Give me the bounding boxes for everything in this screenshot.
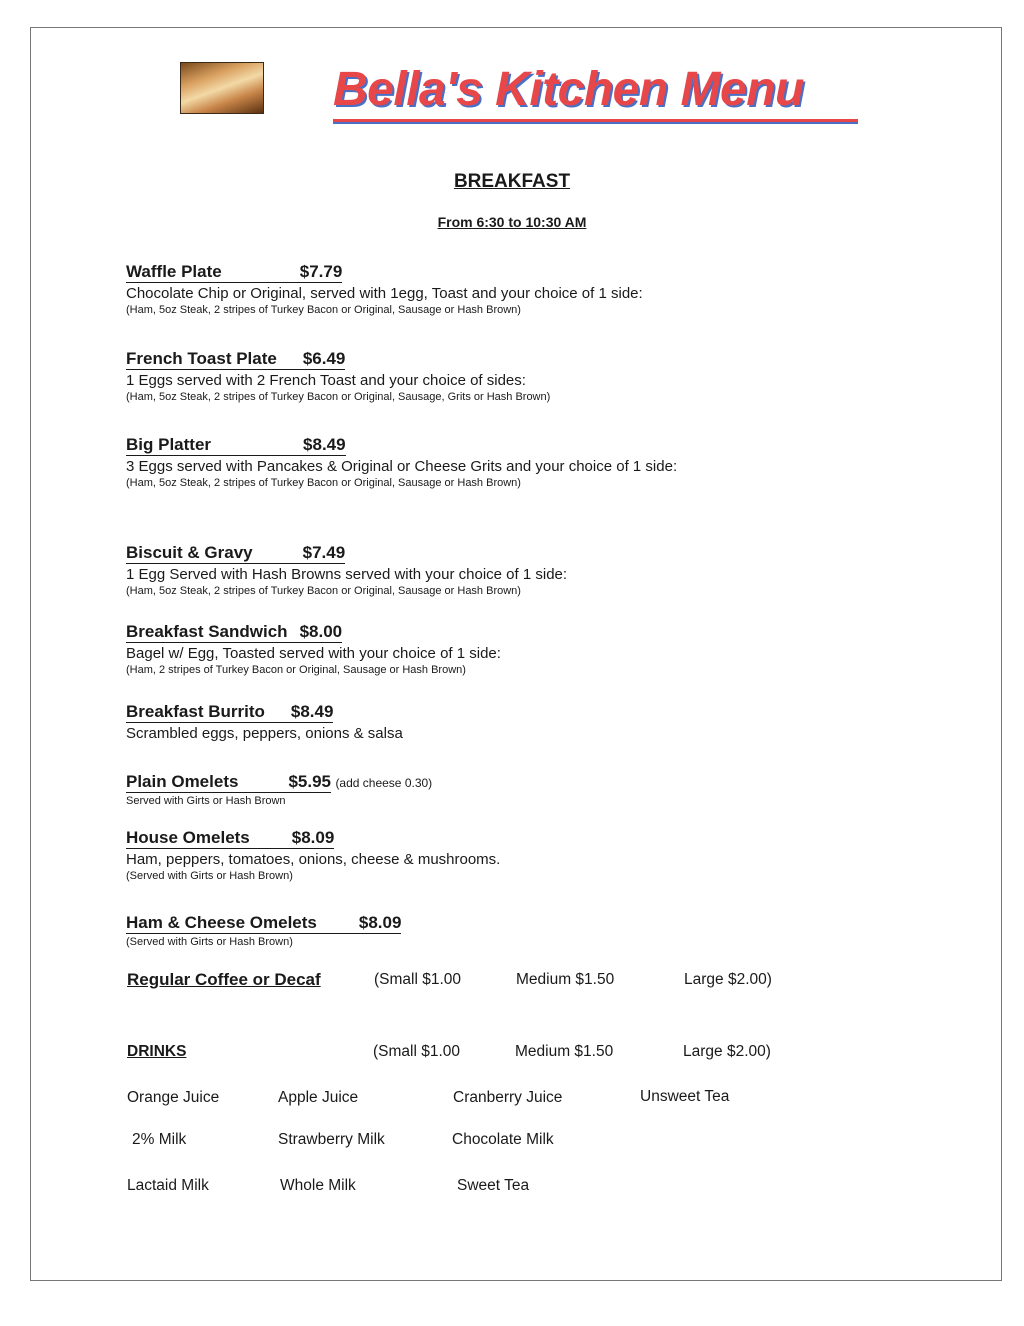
menu-item bbox=[126, 349, 550, 403]
drink-item: Strawberry Milk bbox=[278, 1131, 385, 1148]
item-desc: 1 Eggs served with 2 French Toast and your choice of sides: bbox=[126, 372, 526, 389]
drinks-medium: Medium $1.50 bbox=[515, 1043, 614, 1060]
item-desc: Bagel w/ Egg, Toasted served with your choice of 1 side: bbox=[126, 645, 501, 662]
item-price: $8.09 bbox=[358, 913, 402, 932]
item-name: French Toast Plate bbox=[126, 349, 277, 368]
drinks-large: Large $2.00) bbox=[683, 1043, 771, 1060]
item-price: $8.49 bbox=[303, 435, 346, 454]
item-desc: 1 Egg Served with Hash Browns served with your choice of 1 side: bbox=[126, 566, 568, 583]
coffee-medium: Medium $1.50 bbox=[516, 971, 615, 988]
menu-item bbox=[126, 702, 403, 742]
drink-item: Cranberry Juice bbox=[453, 1089, 563, 1106]
coffee-large: Large $2.00) bbox=[684, 971, 772, 988]
menu-item bbox=[126, 913, 401, 948]
menu-item bbox=[126, 543, 567, 597]
item-price: $7.49 bbox=[302, 543, 346, 562]
menu-item bbox=[126, 622, 501, 676]
item-sides: (Served with Girts or Hash Brown) bbox=[126, 870, 293, 882]
item-desc: Scrambled eggs, peppers, onions & salsa bbox=[126, 725, 403, 742]
drink-item: Orange Juice bbox=[127, 1089, 220, 1106]
drink-item: Unsweet Tea bbox=[640, 1088, 730, 1105]
drink-item: Sweet Tea bbox=[457, 1177, 530, 1194]
menu-item bbox=[126, 772, 432, 807]
drink-item: Chocolate Milk bbox=[452, 1131, 554, 1148]
item-name: Plain Omelets bbox=[126, 772, 239, 791]
item-sides: (Ham, 5oz Steak, 2 stripes of Turkey Bacon or Original, Sausage or Hash Brown) bbox=[126, 585, 521, 597]
section-heading: BREAKFAST bbox=[453, 171, 571, 192]
item-sides: (Served with Girts or Hash Brown) bbox=[126, 936, 293, 948]
drinks-small: (Small $1.00 bbox=[373, 1043, 461, 1060]
menu-item bbox=[126, 828, 500, 882]
item-sides: Served with Girts or Hash Brown bbox=[126, 795, 286, 807]
food-photo bbox=[180, 62, 264, 114]
item-name: Big Platter bbox=[126, 435, 212, 454]
item-desc: Ham, peppers, tomatoes, onions, cheese & mushrooms. bbox=[126, 851, 501, 868]
item-sides: (Ham, 5oz Steak, 2 stripes of Turkey Bacon or Original, Sausage or Hash Brown) bbox=[126, 477, 521, 489]
menu-item bbox=[126, 262, 643, 316]
item-name: Ham & Cheese Omelets bbox=[126, 913, 317, 932]
section-hours: From 6:30 to 10:30 AM bbox=[437, 214, 587, 230]
item-price: $6.49 bbox=[302, 349, 346, 368]
title-underline bbox=[333, 119, 858, 122]
item-desc: 3 Eggs served with Pancakes & Original or Cheese Grits and your choice of 1 side: bbox=[126, 458, 678, 475]
item-name: Biscuit & Gravy bbox=[126, 543, 253, 562]
item-sides: (Ham, 5oz Steak, 2 stripes of Turkey Bacon or Original, Sausage or Hash Brown) bbox=[126, 304, 521, 316]
item-name: Breakfast Burrito bbox=[126, 702, 265, 721]
item-sides: (Ham, 5oz Steak, 2 stripes of Turkey Bacon or Original, Sausage, Grits or Hash Brown) bbox=[126, 391, 551, 403]
item-price: $8.00 bbox=[299, 622, 343, 641]
item-price: $7.79 bbox=[299, 262, 343, 281]
drink-item: Lactaid Milk bbox=[127, 1177, 209, 1194]
item-name: Breakfast Sandwich bbox=[126, 622, 288, 641]
item-note: (add cheese 0.30) bbox=[335, 776, 433, 790]
drink-item: Apple Juice bbox=[278, 1089, 359, 1106]
drinks-heading: DRINKS bbox=[127, 1043, 187, 1060]
item-name: Waffle Plate bbox=[126, 262, 222, 281]
item-sides: (Ham, 2 stripes of Turkey Bacon or Original, Sausage or Hash Brown) bbox=[126, 664, 466, 676]
coffee-small: (Small $1.00 bbox=[374, 971, 462, 988]
coffee-heading: Regular Coffee or Decaf bbox=[127, 970, 321, 989]
item-price: $8.49 bbox=[290, 702, 334, 721]
drink-item: Whole Milk bbox=[280, 1177, 356, 1194]
menu-title: Bella's Kitchen Menu bbox=[333, 63, 804, 116]
item-desc: Chocolate Chip or Original, served with 1egg, Toast and your choice of 1 side: bbox=[126, 285, 643, 302]
drink-item: 2% Milk bbox=[132, 1131, 187, 1148]
menu-item bbox=[126, 435, 677, 489]
item-price: $5.95 bbox=[288, 772, 331, 791]
item-name: House Omelets bbox=[126, 828, 250, 847]
item-price: $8.09 bbox=[291, 828, 335, 847]
